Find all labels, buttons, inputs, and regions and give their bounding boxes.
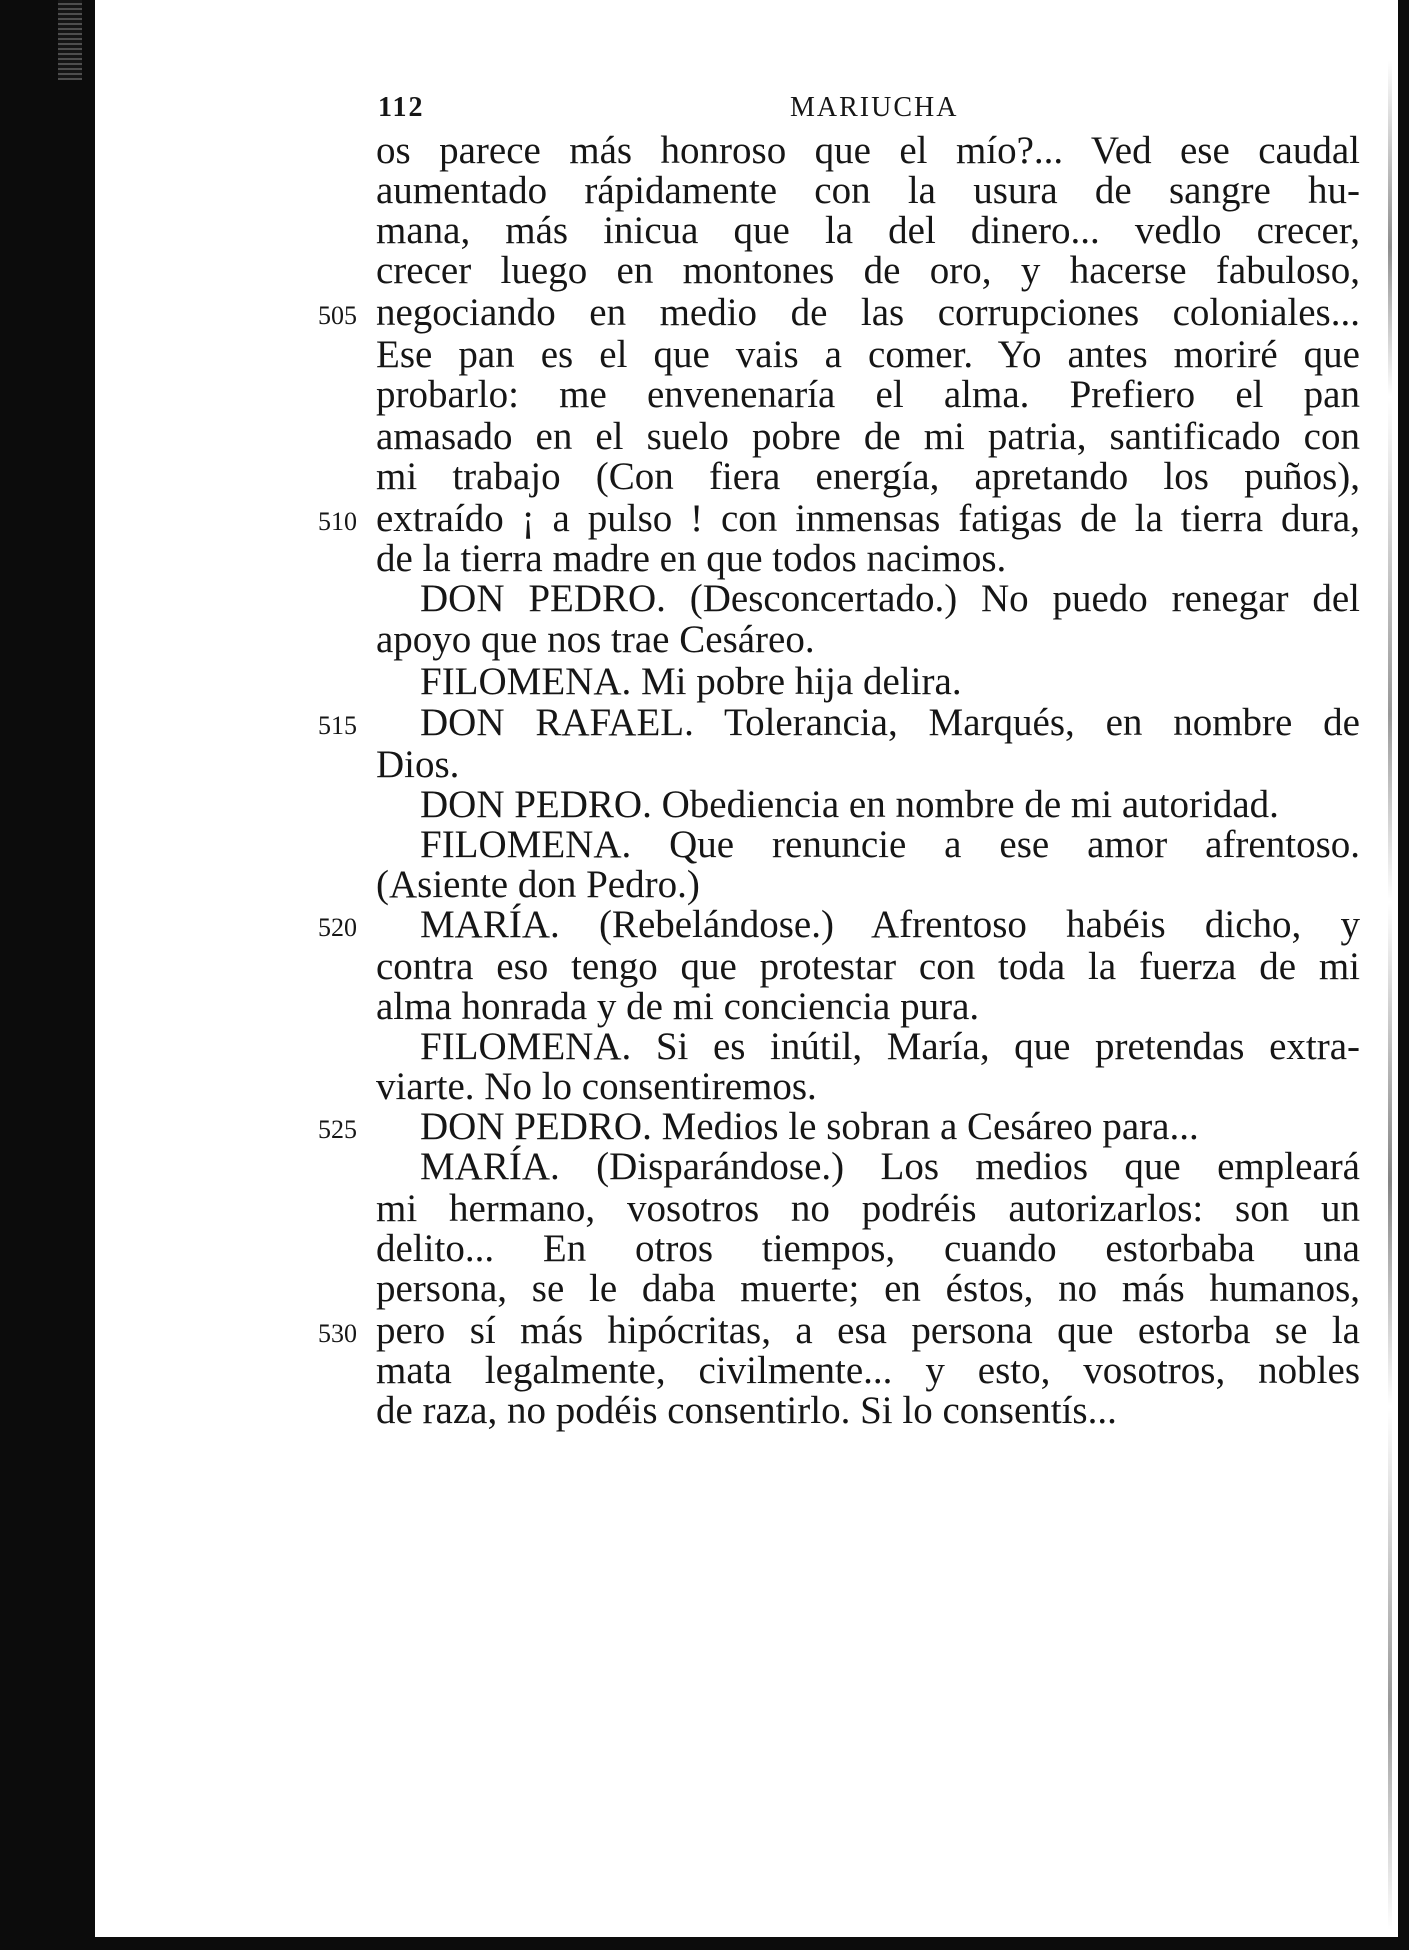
page-number: 112 bbox=[378, 92, 425, 123]
line-number: 520 bbox=[318, 913, 357, 942]
text-line: (Asiente don Pedro.) bbox=[376, 863, 700, 906]
text-line: extraído ¡ a pulso ! con inmensas fatigas de la tierra dura, bbox=[376, 497, 1360, 540]
text-line: delito... En otros tiempos, cuando estorbaba una bbox=[376, 1227, 1360, 1270]
text-line: apoyo que nos trae Cesáreo. bbox=[376, 618, 815, 661]
text-line: aumentado rápidamente con la usura de sangre hu- bbox=[376, 169, 1360, 212]
text-line: Dios. bbox=[376, 743, 460, 786]
text-line: probarlo: me envenenaría el alma. Prefiero el pan bbox=[376, 373, 1360, 416]
text-line: MARÍA. (Rebelándose.) Afrentoso habéis dicho, y bbox=[420, 903, 1360, 946]
text-line: os parece más honroso que el mío?... Ved ese caudal bbox=[376, 129, 1360, 172]
text-line: DON PEDRO. Medios le sobran a Cesáreo para... bbox=[420, 1105, 1199, 1148]
text-line: DON PEDRO. Obediencia en nombre de mi autoridad. bbox=[420, 783, 1279, 826]
text-line: FILOMENA. Mi pobre hija delira. bbox=[420, 660, 962, 703]
text-line: mi hermano, vosotros no podréis autorizarlos: son un bbox=[376, 1187, 1360, 1230]
scan-border-right bbox=[1398, 0, 1409, 1950]
scan-edge-shadow bbox=[1388, 60, 1392, 1930]
text-line: FILOMENA. Que renuncie a ese amor afrentoso. bbox=[420, 823, 1360, 866]
line-number: 530 bbox=[318, 1319, 357, 1348]
text-line: persona, se le daba muerte; en éstos, no más humanos, bbox=[376, 1267, 1360, 1310]
text-line: negociando en medio de las corrupciones coloniales... bbox=[376, 291, 1360, 334]
text-line: viarte. No lo consentiremos. bbox=[376, 1065, 817, 1108]
running-title: MARIUCHA bbox=[790, 92, 959, 123]
text-line: de la tierra madre en que todos nacimos. bbox=[376, 537, 1007, 580]
text-line: mi trabajo (Con fiera energía, apretando los puños), bbox=[376, 455, 1360, 498]
text-line: alma honrada y de mi conciencia pura. bbox=[376, 985, 980, 1028]
text-line: amasado en el suelo pobre de mi patria, santificado con bbox=[376, 415, 1360, 458]
text-line: crecer luego en montones de oro, y hacerse fabuloso, bbox=[376, 249, 1360, 292]
text-line: DON PEDRO. (Desconcertado.) No puedo renegar del bbox=[420, 577, 1360, 620]
scan-border-bottom bbox=[0, 1937, 1409, 1950]
line-number: 510 bbox=[318, 507, 357, 536]
text-line: mana, más inicua que la del dinero... vedlo crecer, bbox=[376, 209, 1360, 252]
scan-border-left bbox=[0, 0, 95, 1950]
text-line: mata legalmente, civilmente... y esto, vosotros, nobles bbox=[376, 1349, 1360, 1392]
line-number: 505 bbox=[318, 301, 357, 330]
text-line: pero sí más hipócritas, a esa persona que estorba se la bbox=[376, 1309, 1360, 1352]
text-line: FILOMENA. Si es inútil, María, que pretendas extra- bbox=[420, 1025, 1360, 1068]
text-line: MARÍA. (Disparándose.) Los medios que empleará bbox=[420, 1145, 1360, 1188]
line-number: 525 bbox=[318, 1115, 357, 1144]
text-line: de raza, no podéis consentirlo. Si lo consentís... bbox=[376, 1389, 1117, 1432]
text-line: contra eso tengo que protestar con toda la fuerza de mi bbox=[376, 945, 1360, 988]
scan-speckle bbox=[58, 0, 82, 80]
text-line: DON RAFAEL. Tolerancia, Marqués, en nombre de bbox=[420, 701, 1360, 744]
line-number: 515 bbox=[318, 711, 357, 740]
text-line: Ese pan es el que vais a comer. Yo antes moriré que bbox=[376, 333, 1360, 376]
